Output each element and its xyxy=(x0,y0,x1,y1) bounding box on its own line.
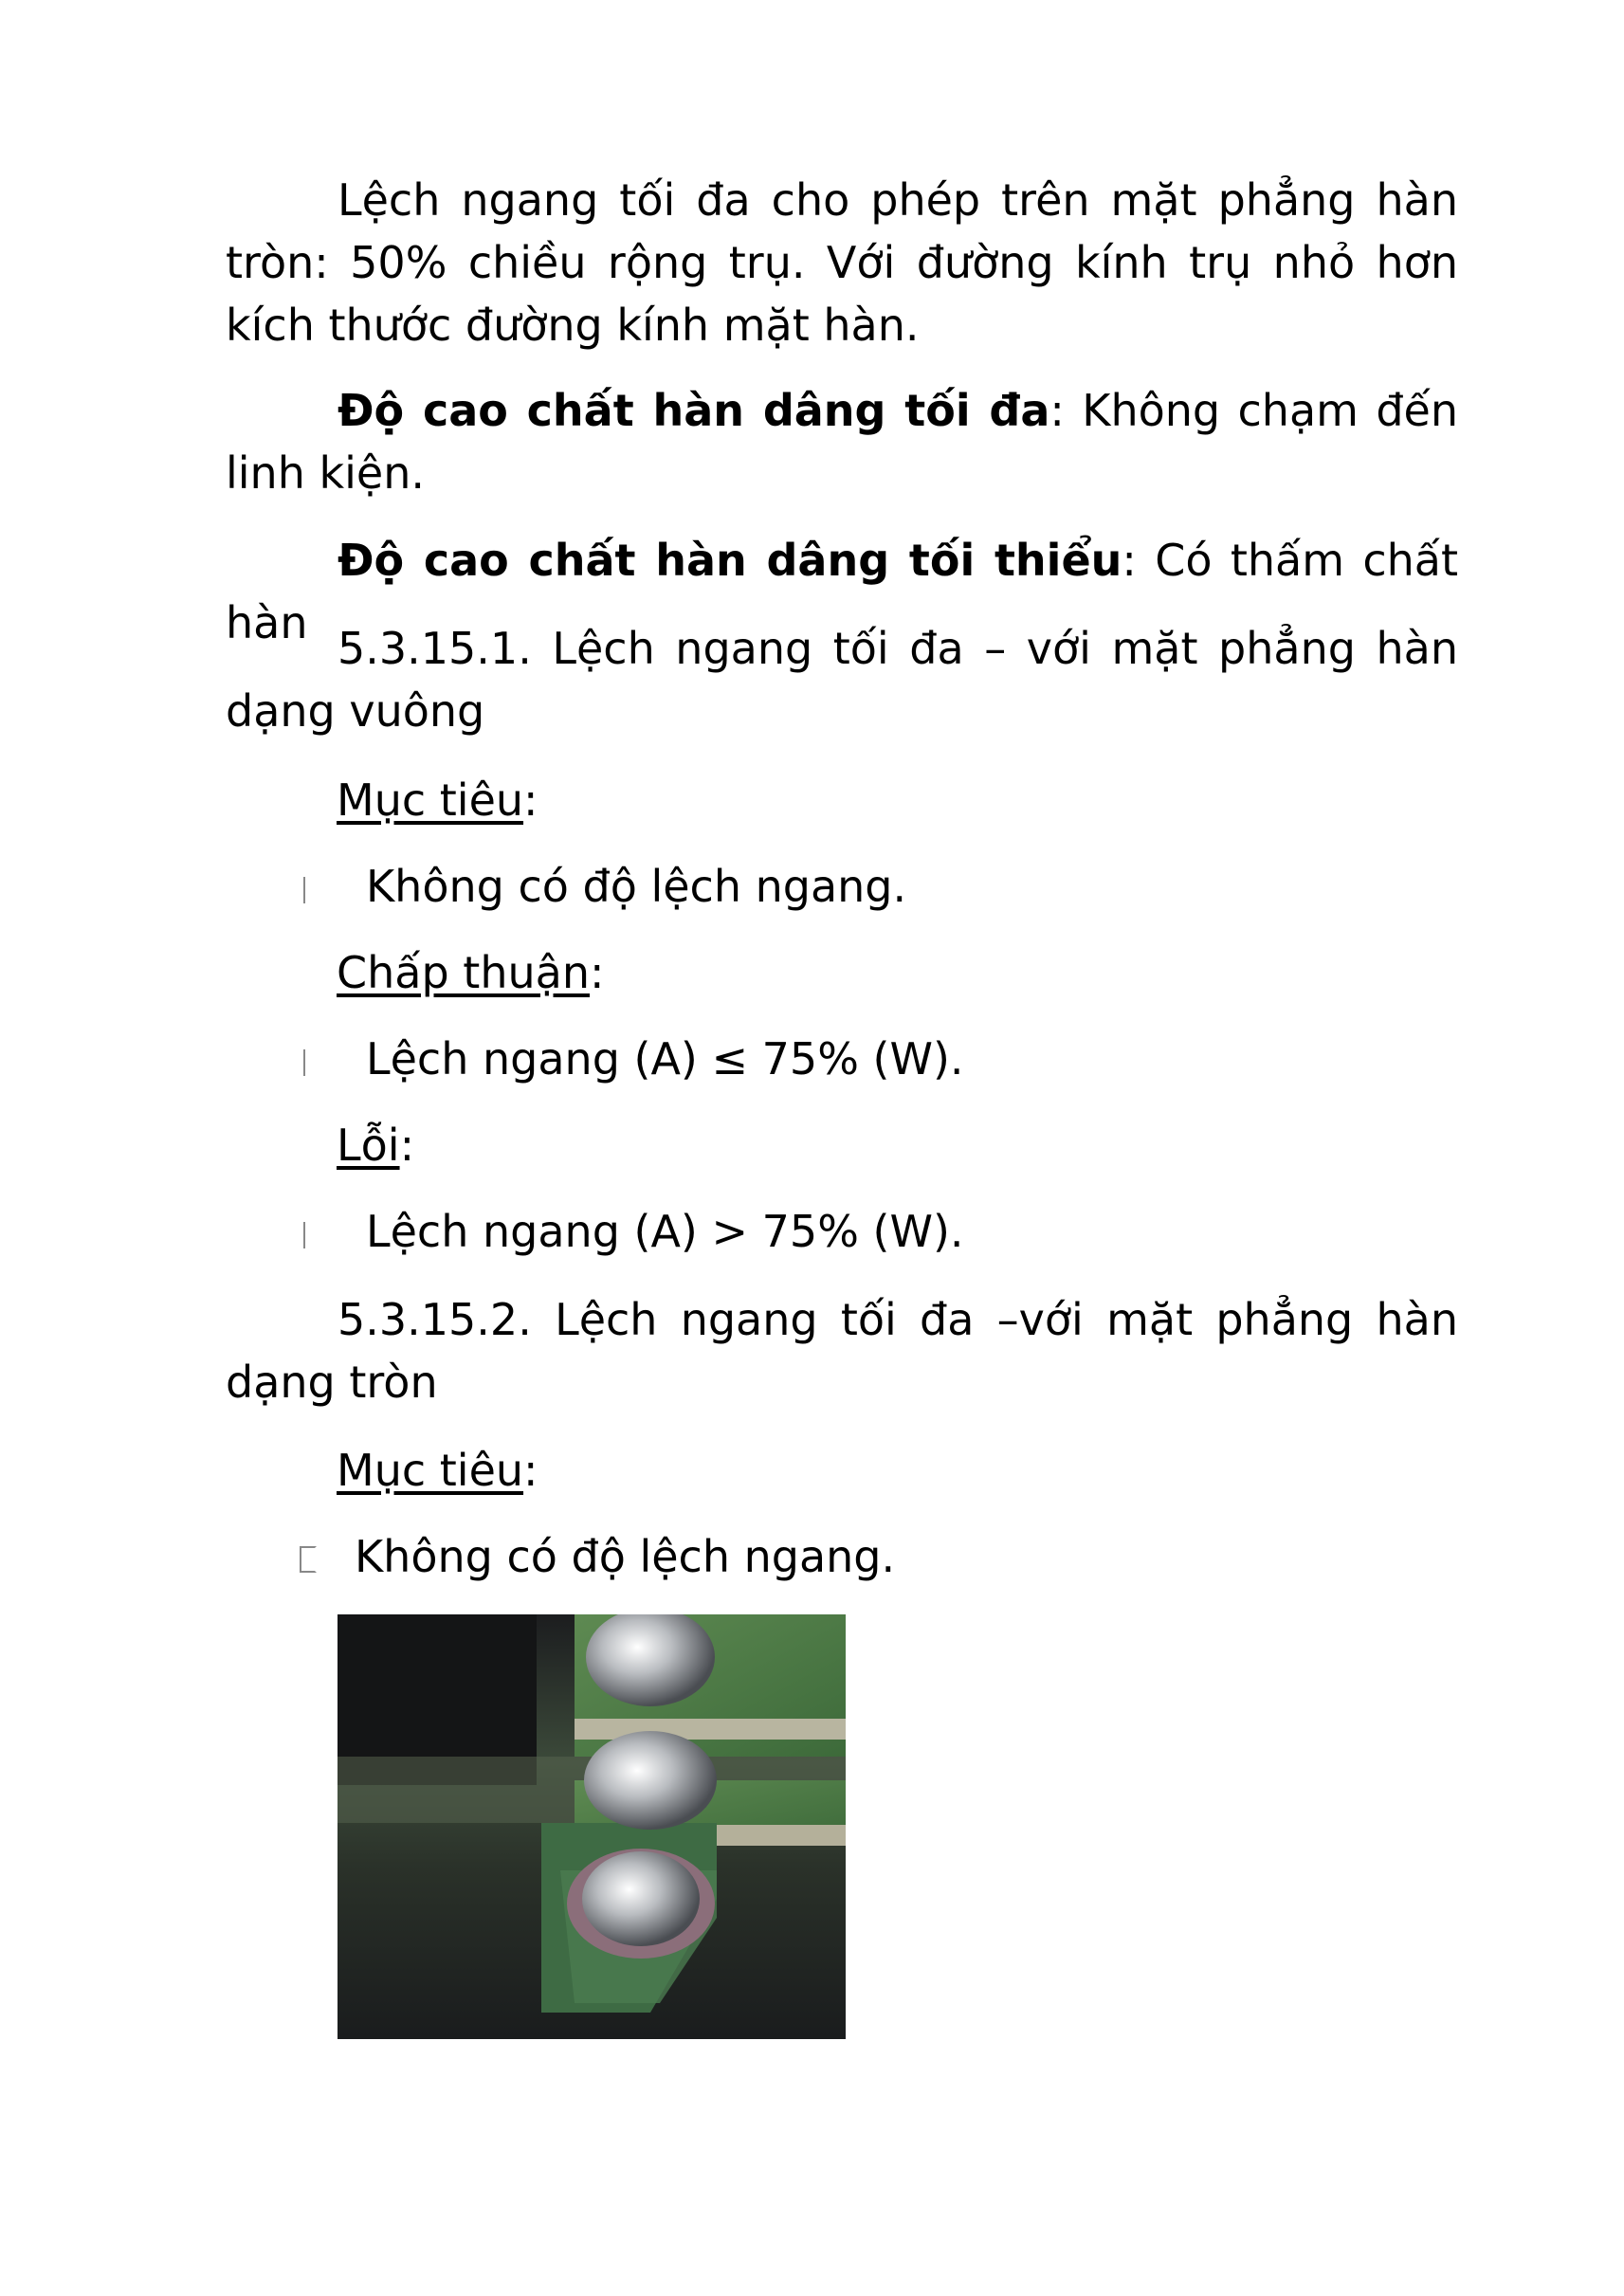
accept-heading: Chấp thuận: xyxy=(337,947,605,998)
min-height-label: Độ cao chất hàn dâng tối thiểu xyxy=(338,535,1122,586)
list-item-accept: Lệch ngang (A) ≤ 75% (W). xyxy=(303,1028,964,1090)
paragraph-max-solder-height: Độ cao chất hàn dâng tối đa: Không chạm đến linh kiện. xyxy=(226,385,1459,499)
section-heading-5-3-15-2: 5.3.15.2. Lệch ngang tối đa –với mặt phẳng hàn dạng tròn xyxy=(226,1294,1458,1408)
bullet-icon xyxy=(303,1222,317,1248)
list-item-target-2: Không có độ lệch ngang. xyxy=(303,1525,895,1588)
target-heading-1: Mục tiêu: xyxy=(337,774,538,826)
paragraph-lateral-offset-round: Lệch ngang tối đa cho phép trên mặt phẳng hàn tròn: 50% chiều rộng trụ. Với đường kính trụ nhỏ hơn kích thước đường kính mặt hàn. xyxy=(226,174,1458,351)
list-item-defect: Lệch ngang (A) > 75% (W). xyxy=(303,1200,964,1263)
section-heading-5-3-15-1: 5.3.15.1. Lệch ngang tối đa – với mặt phẳng hàn dạng vuông xyxy=(226,623,1458,737)
bullet-icon xyxy=(303,877,317,903)
target-heading-2: Mục tiêu: xyxy=(337,1445,538,1496)
max-height-label: Độ cao chất hàn dâng tối đa xyxy=(338,385,1050,436)
solder-joint-photo xyxy=(338,1614,846,2039)
bullet-icon xyxy=(303,1049,317,1076)
list-item-target-1: Không có độ lệch ngang. xyxy=(303,855,906,918)
paragraph-min-solder-height: Độ cao chất hàn dâng tối thiểu: Có thấm chất hàn xyxy=(226,535,1458,648)
checkbox-bullet-icon xyxy=(300,1546,317,1573)
defect-heading: Lỗi: xyxy=(337,1120,415,1171)
